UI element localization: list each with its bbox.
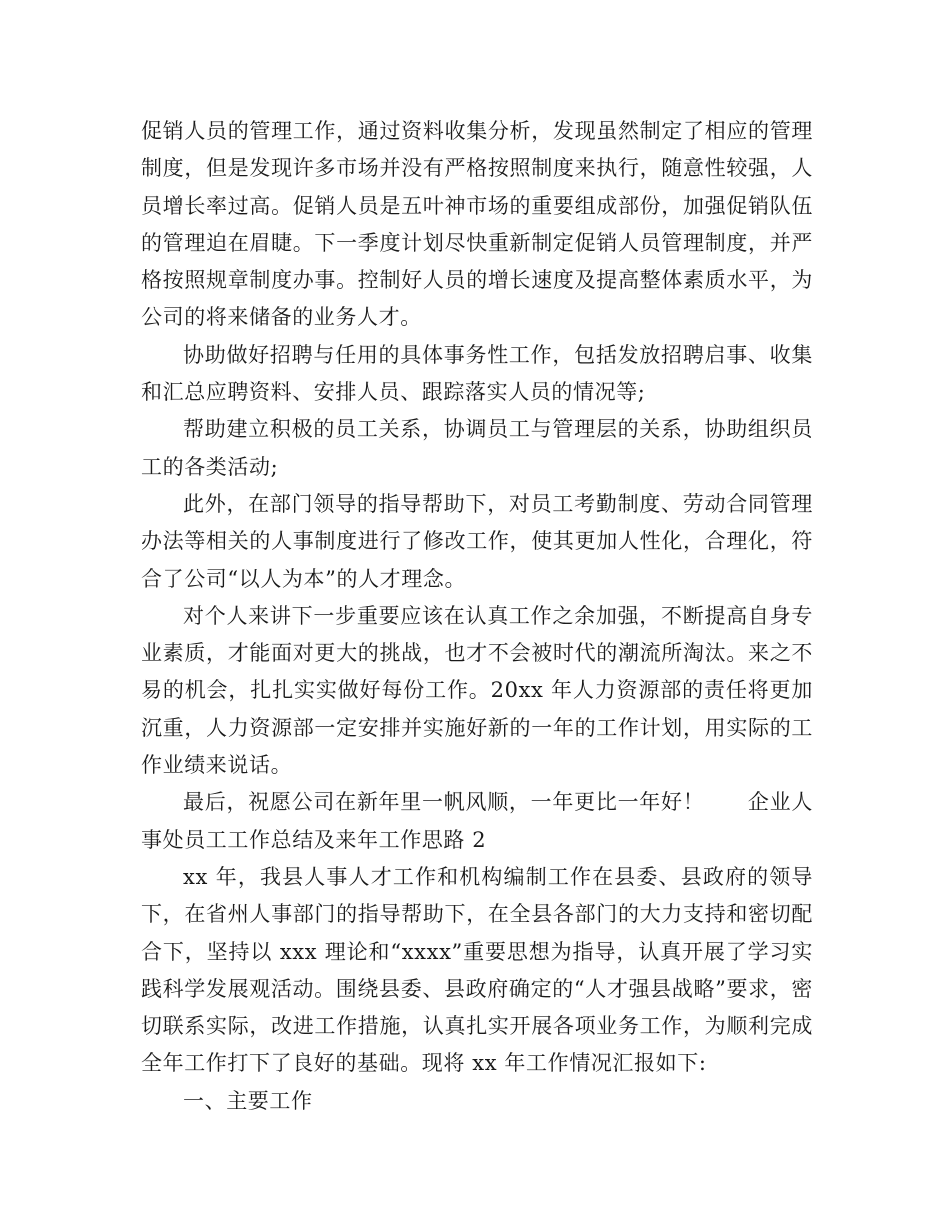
paragraph-policy-revision: 此外，在部门领导的指导帮助下，对员工考勤制度、劳动合同管理办法等相关的人事制度进行了修改工作，使其更加人性化，合理化，符合了公司“以人为本”的人才理念。 — [141, 491, 813, 591]
paragraph-employee-relations: 帮助建立积极的员工关系，协调员工与管理层的关系，协助组织员工的各类活动; — [141, 417, 813, 479]
paragraph-promoter-management: 促销人员的管理工作，通过资料收集分析，发现虽然制定了相应的管理制度，但是发现许多市场并没有严格按照制度来执行，随意性较强，人员增长率过高。促销人员是五叶神市场的重要组成部份，加强促销队伍的管理迫在眉睫。下一季度计划尽快重新制定促销人员管理制度，并严格按照规章制度办事。控制好人员的增长速度及提高整体素质水平，为公司的将来储备的业务人才。 — [141, 119, 813, 330]
paragraph-recruitment: 协助做好招聘与任用的具体事务性工作，包括发放招聘启事、收集和汇总应聘资料、安排人员、跟踪落实人员的情况等; — [141, 342, 813, 405]
paragraph-personal-development: 对个人来讲下一步重要应该在认真工作之余加强，不断提高自身专业素质，才能面对更大的挑战，也才不会被时代的潮流所淘汰。来之不易的机会，扎扎实实做好每份工作。20xx 年人力资源部的责任将更加沉重，人力资源部一定安排并实施好新的一年的工作计划，用实际的工作业绩来说话。 — [141, 603, 813, 778]
section-heading-main-work: 一、主要工作 — [183, 1088, 313, 1113]
document-body — [141, 113, 813, 1120]
paragraph-annual-summary: xx 年，我县人事人才工作和机构编制工作在县委、县政府的领导下，在省州人事部门的指导帮助下，在全县各部门的大力支持和密切配合下，坚持以 xxx 理论和“xxxx”重要思想为指导，认真开展了学习实践科学发展观活动。围绕县委、县政府确定的“人才强县战略”要求，密切联系实际，改进工作措施，认真扎实开展各项业务工作，为顺利完成全年工作打下了良好的基础。现将 xx 年工作情况汇报如下: — [141, 864, 813, 1076]
paragraph-closing-wishes: 最后，祝愿公司在新年里一帆风顺，一年更比一年好！ 企业人事处员工工作总结及来年工作思路 2 — [141, 790, 813, 852]
